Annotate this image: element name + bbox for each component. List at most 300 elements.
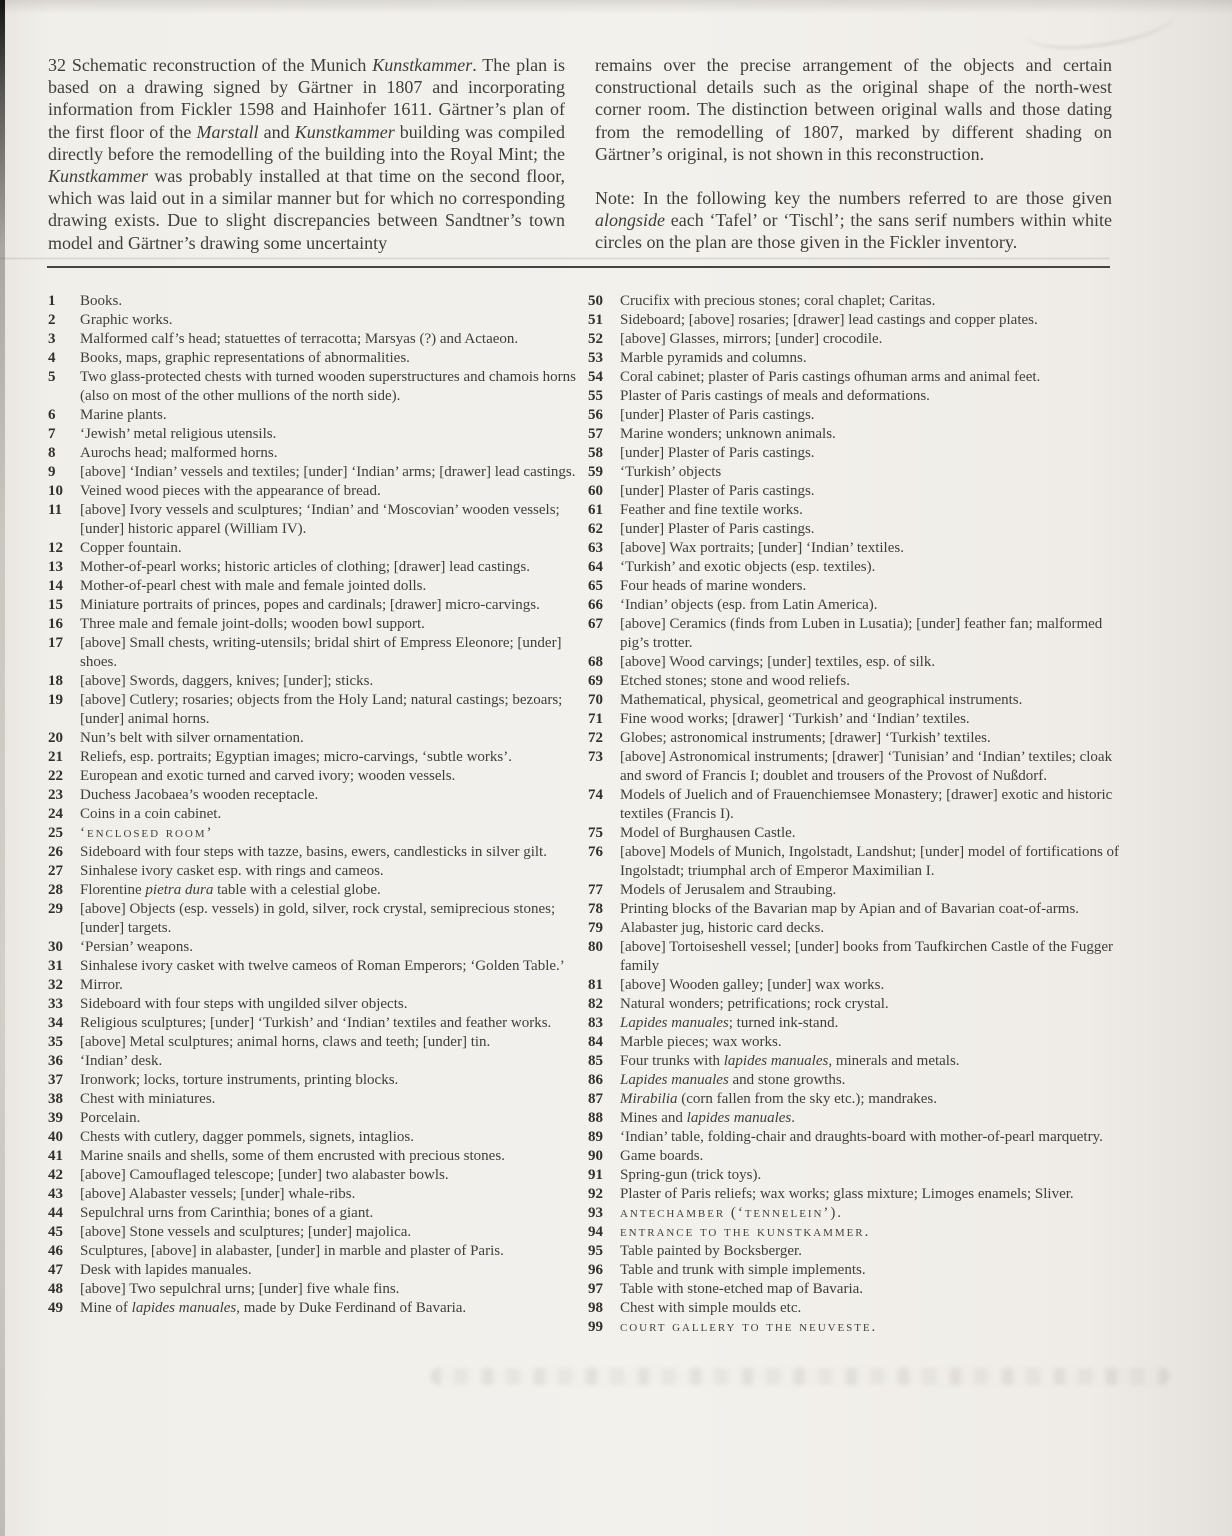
key-item-number: 37 <box>48 1072 63 1088</box>
key-item-87 <box>588 1090 1135 1109</box>
key-item-text: Duchess Jacobaea’s wooden receptacle. <box>80 787 319 803</box>
key-item-number: 31 <box>48 958 63 974</box>
key-item-number: 86 <box>588 1072 603 1088</box>
key-item-4 <box>48 349 588 368</box>
key-item-number: 42 <box>48 1167 63 1183</box>
key-item-number: 56 <box>588 407 603 423</box>
key-item-number: 6 <box>48 407 56 423</box>
key-item-number: 55 <box>588 388 603 404</box>
key-item-24 <box>48 805 588 824</box>
divider-rule <box>47 266 1110 268</box>
key-list-right <box>588 292 1135 1337</box>
key-item-text: Lapides manuales; turned ink-stand. <box>620 1015 839 1031</box>
key-item-number: 13 <box>48 559 63 575</box>
key-item-9 <box>48 463 588 482</box>
key-item-55 <box>588 387 1135 406</box>
key-item-text: Feather and fine textile works. <box>620 502 803 518</box>
key-item-text: [under] Plaster of Paris castings. <box>620 483 815 499</box>
key-item-29 <box>48 900 588 938</box>
key-item-63 <box>588 539 1135 558</box>
key-item-text: Mother-of-pearl works; historic articles of clothing; [drawer] lead castings. <box>80 559 530 575</box>
key-item-number: 32 <box>48 977 63 993</box>
key-item-number: 57 <box>588 426 603 442</box>
key-item-text: ‘enclosed room’ <box>80 825 214 841</box>
key-item-number: 48 <box>48 1281 63 1297</box>
key-item-number: 92 <box>588 1186 603 1202</box>
key-item-number: 75 <box>588 825 603 841</box>
key-item-number: 50 <box>588 293 603 309</box>
key-item-95 <box>588 1242 1135 1261</box>
key-item-25 <box>48 824 588 843</box>
key-item-number: 62 <box>588 521 603 537</box>
key-item-60 <box>588 482 1135 501</box>
key-item-text: ‘Persian’ weapons. <box>80 939 194 955</box>
key-item-23 <box>48 786 588 805</box>
key-item-number: 35 <box>48 1034 63 1050</box>
key-item-26 <box>48 843 588 862</box>
key-item-17 <box>48 634 588 672</box>
key-item-71 <box>588 710 1135 729</box>
key-item-number: 77 <box>588 882 603 898</box>
key-item-92 <box>588 1185 1135 1204</box>
key-item-61 <box>588 501 1135 520</box>
key-item-text: Etched stones; stone and wood reliefs. <box>620 673 850 689</box>
key-item-number: 1 <box>48 293 56 309</box>
key-item-number: 90 <box>588 1148 603 1164</box>
key-item-number: 33 <box>48 996 63 1012</box>
key-item-7 <box>48 425 588 444</box>
key-item-text: Natural wonders; petrifications; rock crystal. <box>620 996 889 1012</box>
key-item-44 <box>48 1204 588 1223</box>
key-item-text: [above] Glasses, mirrors; [under] crocodile. <box>620 331 883 347</box>
key-item-number: 41 <box>48 1148 63 1164</box>
key-item-number: 98 <box>588 1300 603 1316</box>
key-item-number: 17 <box>48 635 63 651</box>
key-item-text: Mother-of-pearl chest with male and female jointed dolls. <box>80 578 427 594</box>
key-item-text: [above] Models of Munich, Ingolstadt, Landshut; [under] model of fortifications of Ingolstadt; triumphal arch of Emperor Maximilian I. <box>620 844 1120 879</box>
key-item-number: 72 <box>588 730 603 746</box>
key-item-text: [under] Plaster of Paris castings. <box>620 407 815 423</box>
key-item-99 <box>588 1318 1135 1337</box>
key-item-text: Mines and lapides manuales. <box>620 1110 795 1126</box>
key-item-text: Two glass-protected chests with turned wooden superstructures and chamois horns (also on most of the other mullions of the north side). <box>80 369 576 404</box>
key-item-90 <box>588 1147 1135 1166</box>
key-item-91 <box>588 1166 1135 1185</box>
key-item-number: 12 <box>48 540 63 556</box>
key-item-number: 78 <box>588 901 603 917</box>
key-item-15 <box>48 596 588 615</box>
key-item-number: 65 <box>588 578 603 594</box>
key-item-number: 36 <box>48 1053 63 1069</box>
key-item-text: Miniature portraits of princes, popes and cardinals; [drawer] micro-carvings. <box>80 597 540 613</box>
key-item-39 <box>48 1109 588 1128</box>
key-item-number: 5 <box>48 369 56 385</box>
key-item-text: [above] Metal sculptures; animal horns, claws and teeth; [under] tin. <box>80 1034 491 1050</box>
key-item-number: 47 <box>48 1262 63 1278</box>
key-item-text: ‘Indian’ objects (esp. from Latin America). <box>620 597 878 613</box>
key-item-number: 73 <box>588 749 603 765</box>
key-item-number: 30 <box>48 939 63 955</box>
key-item-27 <box>48 862 588 881</box>
key-item-66 <box>588 596 1135 615</box>
key-item-text: ‘Indian’ table, folding-chair and draughts-board with mother-of-pearl marquetry. <box>620 1129 1103 1145</box>
key-section <box>48 292 1198 1337</box>
key-item-85 <box>588 1052 1135 1071</box>
key-item-text: Fine wood works; [drawer] ‘Turkish’ and ‘Indian’ textiles. <box>620 711 970 727</box>
key-item-text: Books, maps, graphic representations of abnormalities. <box>80 350 410 366</box>
key-item-64 <box>588 558 1135 577</box>
key-item-text: Malformed calf’s head; statuettes of terracotta; Marsyas (?) and Actaeon. <box>80 331 519 347</box>
key-item-number: 51 <box>588 312 603 328</box>
key-item-number: 93 <box>588 1205 603 1221</box>
key-item-number: 66 <box>588 597 603 613</box>
key-item-text: ‘Jewish’ metal religious utensils. <box>80 426 277 442</box>
key-item-text: antechamber (‘tennelein’). <box>620 1205 843 1221</box>
key-item-78 <box>588 900 1135 919</box>
key-item-text: Ironwork; locks, torture instruments, printing blocks. <box>80 1072 399 1088</box>
key-item-text: Books. <box>80 293 123 309</box>
key-item-number: 67 <box>588 616 603 632</box>
key-item-number: 76 <box>588 844 603 860</box>
key-item-12 <box>48 539 588 558</box>
key-item-number: 20 <box>48 730 63 746</box>
key-item-51 <box>588 311 1135 330</box>
key-item-62 <box>588 520 1135 539</box>
key-item-text: [above] Wooden galley; [under] wax works. <box>620 977 885 993</box>
key-item-number: 28 <box>48 882 63 898</box>
key-item-number: 26 <box>48 844 63 860</box>
key-item-5 <box>48 368 588 406</box>
key-item-97 <box>588 1280 1135 1299</box>
key-item-text: Chest with miniatures. <box>80 1091 216 1107</box>
key-item-text: Coins in a coin cabinet. <box>80 806 222 822</box>
key-item-36 <box>48 1052 588 1071</box>
key-item-number: 21 <box>48 749 63 765</box>
key-item-text: Marine plants. <box>80 407 167 423</box>
key-item-text: Marine snails and shells, some of them encrusted with precious stones. <box>80 1148 505 1164</box>
caption-paragraph-left: 32 Schematic reconstruction of the Munich Kunstkammer. The plan is based on a drawing signed by Gärtner in 1807 and incorporating information from Fickler 1598 and Hainhofer 1611. Gärtner’s plan of the first floor of the Marstall and Kunstkammer building was compiled directly before the remodelling of the building into the Royal Mint; the Kunstkammer was probably installed at that time on the second floor, which was laid out in a similar manner but for which no corresponding drawing exists. Due to slight discrepancies between Sandtner’s town model and Gärtner’s drawing some uncertainty <box>48 55 565 253</box>
key-item-6 <box>48 406 588 425</box>
key-item-text: [above] Tortoiseshell vessel; [under] books from Taufkirchen Castle of the Fugger family <box>620 939 1114 974</box>
key-item-text: Game boards. <box>620 1148 704 1164</box>
key-item-text: Sideboard with four steps with tazze, basins, ewers, candlesticks in silver gilt. <box>80 844 547 860</box>
key-item-54 <box>588 368 1135 387</box>
key-item-98 <box>588 1299 1135 1318</box>
key-item-number: 54 <box>588 369 603 385</box>
key-item-number: 64 <box>588 559 603 575</box>
key-item-number: 61 <box>588 502 603 518</box>
key-item-text: Marine wonders; unknown animals. <box>620 426 836 442</box>
key-item-text: entrance to the kunstkammer. <box>620 1224 871 1240</box>
key-item-number: 84 <box>588 1034 603 1050</box>
key-item-text: [above] ‘Indian’ vessels and textiles; [under] ‘Indian’ arms; [drawer] lead castings. <box>80 464 576 480</box>
key-item-number: 99 <box>588 1319 603 1335</box>
paper-crease <box>1025 0 1179 54</box>
key-item-16 <box>48 615 588 634</box>
key-item-8 <box>48 444 588 463</box>
key-item-text: Sinhalese ivory casket esp. with rings and cameos. <box>80 863 384 879</box>
key-item-text: Chests with cutlery, dagger pommels, signets, intaglios. <box>80 1129 414 1145</box>
key-item-33 <box>48 995 588 1014</box>
key-item-text: Sculptures, [above] in alabaster, [under] in marble and plaster of Paris. <box>80 1243 504 1259</box>
key-item-75 <box>588 824 1135 843</box>
key-item-number: 53 <box>588 350 603 366</box>
key-item-47 <box>48 1261 588 1280</box>
key-item-text: Reliefs, esp. portraits; Egyptian images; micro-carvings, ‘subtle works’. <box>80 749 512 765</box>
key-item-number: 25 <box>48 825 63 841</box>
key-item-83 <box>588 1014 1135 1033</box>
key-item-number: 43 <box>48 1186 63 1202</box>
key-item-56 <box>588 406 1135 425</box>
key-item-2 <box>48 311 588 330</box>
key-item-text: Mirror. <box>80 977 123 993</box>
key-item-number: 14 <box>48 578 63 594</box>
key-item-text: Mirabilia (corn fallen from the sky etc.); mandrakes. <box>620 1091 937 1107</box>
key-item-number: 40 <box>48 1129 63 1145</box>
key-item-21 <box>48 748 588 767</box>
key-item-69 <box>588 672 1135 691</box>
key-item-79 <box>588 919 1135 938</box>
key-item-text: Spring-gun (trick toys). <box>620 1167 762 1183</box>
key-item-number: 46 <box>48 1243 63 1259</box>
key-item-text: European and exotic turned and carved ivory; wooden vessels. <box>80 768 456 784</box>
key-item-number: 24 <box>48 806 63 822</box>
key-item-number: 44 <box>48 1205 63 1221</box>
key-item-text: Sideboard; [above] rosaries; [drawer] lead castings and copper plates. <box>620 312 1038 328</box>
key-item-number: 87 <box>588 1091 603 1107</box>
key-item-text: Graphic works. <box>80 312 173 328</box>
key-item-number: 81 <box>588 977 603 993</box>
key-item-text: Printing blocks of the Bavarian map by Apian and of Bavarian coat-of-arms. <box>620 901 1080 917</box>
key-item-67 <box>588 615 1135 653</box>
key-item-number: 7 <box>48 426 56 442</box>
key-item-37 <box>48 1071 588 1090</box>
key-item-number: 58 <box>588 445 603 461</box>
key-item-34 <box>48 1014 588 1033</box>
key-item-88 <box>588 1109 1135 1128</box>
key-item-30 <box>48 938 588 957</box>
key-item-number: 89 <box>588 1129 603 1145</box>
key-item-number: 23 <box>48 787 63 803</box>
key-item-text: [above] Stone vessels and sculptures; [under] majolica. <box>80 1224 412 1240</box>
key-item-number: 59 <box>588 464 603 480</box>
key-item-number: 96 <box>588 1262 603 1278</box>
key-item-text: Marble pieces; wax works. <box>620 1034 782 1050</box>
key-item-text: Mathematical, physical, geometrical and geographical instruments. <box>620 692 1023 708</box>
key-item-text: Florentine pietra dura table with a celestial globe. <box>80 882 381 898</box>
scan-edge <box>0 0 5 1536</box>
key-item-text: Coral cabinet; plaster of Paris castings ofhuman arms and animal feet. <box>620 369 1041 385</box>
key-item-number: 15 <box>48 597 63 613</box>
key-item-text: Chest with simple moulds etc. <box>620 1300 802 1316</box>
key-item-text: Three male and female joint-dolls; wooden bowl support. <box>80 616 425 632</box>
key-item-53 <box>588 349 1135 368</box>
key-item-84 <box>588 1033 1135 1052</box>
key-item-89 <box>588 1128 1135 1147</box>
key-item-number: 8 <box>48 445 56 461</box>
key-item-text: [above] Alabaster vessels; [under] whale-ribs. <box>80 1186 356 1202</box>
key-item-text: Globes; astronomical instruments; [drawer] ‘Turkish’ textiles. <box>620 730 991 746</box>
key-item-41 <box>48 1147 588 1166</box>
key-item-text: Crucifix with precious stones; coral chaplet; Caritas. <box>620 293 936 309</box>
key-item-48 <box>48 1280 588 1299</box>
key-item-text: Veined wood pieces with the appearance of bread. <box>80 483 381 499</box>
key-item-number: 71 <box>588 711 603 727</box>
key-item-text: Model of Burghausen Castle. <box>620 825 796 841</box>
caption-paragraph-right: remains over the precise arrangement of the objects and certain constructional details such as the original shape of the north-west corner room. The distinction between original walls and those dating from the remodelling of 1807, marked by different shading on Gärtner’s original, is not shown in this reconstruction. <box>595 55 1112 164</box>
key-item-14 <box>48 577 588 596</box>
key-item-text: [above] Cutlery; rosaries; objects from the Holy Land; natural castings; bezoars; [under] animal horns. <box>80 692 563 727</box>
key-item-text: Religious sculptures; [under] ‘Turkish’ and ‘Indian’ textiles and feather works. <box>80 1015 552 1031</box>
key-item-number: 2 <box>48 312 56 328</box>
key-item-text: Plaster of Paris castings of meals and deformations. <box>620 388 930 404</box>
key-item-65 <box>588 577 1135 596</box>
key-item-57 <box>588 425 1135 444</box>
key-item-77 <box>588 881 1135 900</box>
key-item-20 <box>48 729 588 748</box>
key-item-text: Copper fountain. <box>80 540 182 556</box>
key-item-number: 95 <box>588 1243 603 1259</box>
key-item-number: 83 <box>588 1015 603 1031</box>
key-item-number: 29 <box>48 901 63 917</box>
key-list-left <box>48 292 588 1337</box>
key-item-number: 18 <box>48 673 63 689</box>
key-item-94 <box>588 1223 1135 1242</box>
key-item-32 <box>48 976 588 995</box>
rule-shadow <box>0 258 1110 259</box>
key-item-text: [above] Wax portraits; [under] ‘Indian’ textiles. <box>620 540 904 556</box>
key-item-73 <box>588 748 1135 786</box>
key-item-35 <box>48 1033 588 1052</box>
key-item-76 <box>588 843 1135 881</box>
key-item-22 <box>48 767 588 786</box>
key-item-text: Table painted by Bocksberger. <box>620 1243 802 1259</box>
key-item-42 <box>48 1166 588 1185</box>
key-item-number: 45 <box>48 1224 63 1240</box>
key-item-text: [above] Swords, daggers, knives; [under]; sticks. <box>80 673 374 689</box>
key-item-text: Mine of lapides manuales, made by Duke Ferdinand of Bavaria. <box>80 1300 467 1316</box>
key-item-number: 82 <box>588 996 603 1012</box>
key-item-58 <box>588 444 1135 463</box>
key-item-81 <box>588 976 1135 995</box>
key-item-number: 63 <box>588 540 603 556</box>
key-item-text: [under] Plaster of Paris castings. <box>620 445 815 461</box>
key-item-number: 74 <box>588 787 603 803</box>
key-item-text: Table and trunk with simple implements. <box>620 1262 866 1278</box>
key-item-52 <box>588 330 1135 349</box>
key-item-text: [above] Small chests, writing-utensils; bridal shirt of Empress Eleonore; [under] shoes. <box>80 635 562 670</box>
key-item-number: 79 <box>588 920 603 936</box>
key-item-text: Sinhalese ivory casket with twelve cameos of Roman Emperors; ‘Golden Table.’ <box>80 958 565 974</box>
key-item-number: 80 <box>588 939 603 955</box>
key-item-text: court gallery to the neuveste. <box>620 1319 878 1335</box>
key-item-11 <box>48 501 588 539</box>
key-item-number: 11 <box>48 502 63 518</box>
key-item-43 <box>48 1185 588 1204</box>
key-item-number: 85 <box>588 1053 603 1069</box>
key-item-45 <box>48 1223 588 1242</box>
key-item-96 <box>588 1261 1135 1280</box>
key-item-number: 4 <box>48 350 56 366</box>
key-item-text: [above] Camouflaged telescope; [under] two alabaster bowls. <box>80 1167 449 1183</box>
key-item-number: 22 <box>48 768 63 784</box>
key-item-31 <box>48 957 588 976</box>
key-item-text: [above] Wood carvings; [under] textiles, esp. of silk. <box>620 654 936 670</box>
key-item-10 <box>48 482 588 501</box>
key-item-text: [above] Astronomical instruments; [drawer] ‘Tunisian’ and ‘Indian’ textiles; cloak and sword of Francis I; doublet and trousers of the Provost of Nußdorf. <box>620 749 1113 784</box>
key-item-text: Nun’s belt with silver ornamentation. <box>80 730 304 746</box>
key-item-80 <box>588 938 1135 976</box>
key-item-68 <box>588 653 1135 672</box>
caption-block <box>48 54 1112 254</box>
key-item-text: Four trunks with lapides manuales, minerals and metals. <box>620 1053 960 1069</box>
key-item-86 <box>588 1071 1135 1090</box>
key-item-text: Alabaster jug, historic card decks. <box>620 920 825 936</box>
key-item-number: 68 <box>588 654 603 670</box>
key-item-number: 69 <box>588 673 603 689</box>
key-item-38 <box>48 1090 588 1109</box>
key-item-number: 27 <box>48 863 63 879</box>
key-item-text: Desk with lapides manuales. <box>80 1262 252 1278</box>
key-item-text: [above] Ivory vessels and sculptures; ‘Indian’ and ‘Moscovian’ wooden vessels; [under] historic apparel (William IV). <box>80 502 560 537</box>
key-item-93 <box>588 1204 1135 1223</box>
key-item-text: [above] Two sepulchral urns; [under] five whale fins. <box>80 1281 400 1297</box>
key-item-text: Four heads of marine wonders. <box>620 578 807 594</box>
key-item-72 <box>588 729 1135 748</box>
key-item-number: 49 <box>48 1300 63 1316</box>
key-item-28 <box>48 881 588 900</box>
key-item-number: 94 <box>588 1224 603 1240</box>
key-item-19 <box>48 691 588 729</box>
key-item-number: 19 <box>48 692 63 708</box>
key-item-text: Sideboard with four steps with ungilded silver objects. <box>80 996 408 1012</box>
key-item-number: 91 <box>588 1167 603 1183</box>
key-item-text: [above] Ceramics (finds from Luben in Lusatia); [under] feather fan; malformed pig’s trotter. <box>620 616 1103 651</box>
key-item-46 <box>48 1242 588 1261</box>
key-item-text: Table with stone-etched map of Bavaria. <box>620 1281 864 1297</box>
key-item-text: Sepulchral urns from Carinthia; bones of a giant. <box>80 1205 374 1221</box>
key-item-text: Marble pyramids and columns. <box>620 350 807 366</box>
key-item-text: Lapides manuales and stone growths. <box>620 1072 846 1088</box>
key-item-number: 3 <box>48 331 56 347</box>
caption-column-right <box>595 54 1112 254</box>
key-item-text: [under] Plaster of Paris castings. <box>620 521 815 537</box>
key-item-number: 88 <box>588 1110 603 1126</box>
key-item-82 <box>588 995 1135 1014</box>
key-item-text: ‘Turkish’ objects <box>620 464 722 480</box>
key-item-1 <box>48 292 588 311</box>
key-item-74 <box>588 786 1135 824</box>
show-through-artifact <box>430 1368 1170 1385</box>
key-item-number: 70 <box>588 692 603 708</box>
key-item-number: 16 <box>48 616 63 632</box>
key-item-70 <box>588 691 1135 710</box>
key-item-number: 34 <box>48 1015 63 1031</box>
key-item-number: 60 <box>588 483 603 499</box>
key-item-text: Aurochs head; malformed horns. <box>80 445 278 461</box>
key-item-text: Models of Juelich and of Frauenchiemsee Monastery; [drawer] exotic and historic textiles (Francis I). <box>620 787 1113 822</box>
key-item-number: 9 <box>48 464 56 480</box>
key-item-number: 38 <box>48 1091 63 1107</box>
key-item-text: Porcelain. <box>80 1110 141 1126</box>
key-item-13 <box>48 558 588 577</box>
key-item-59 <box>588 463 1135 482</box>
key-item-text: ‘Turkish’ and exotic objects (esp. textiles). <box>620 559 876 575</box>
key-item-text: Models of Jerusalem and Straubing. <box>620 882 837 898</box>
key-item-18 <box>48 672 588 691</box>
key-item-50 <box>588 292 1135 311</box>
key-item-text: Plaster of Paris reliefs; wax works; glass mixture; Limoges enamels; Sliver. <box>620 1186 1074 1202</box>
